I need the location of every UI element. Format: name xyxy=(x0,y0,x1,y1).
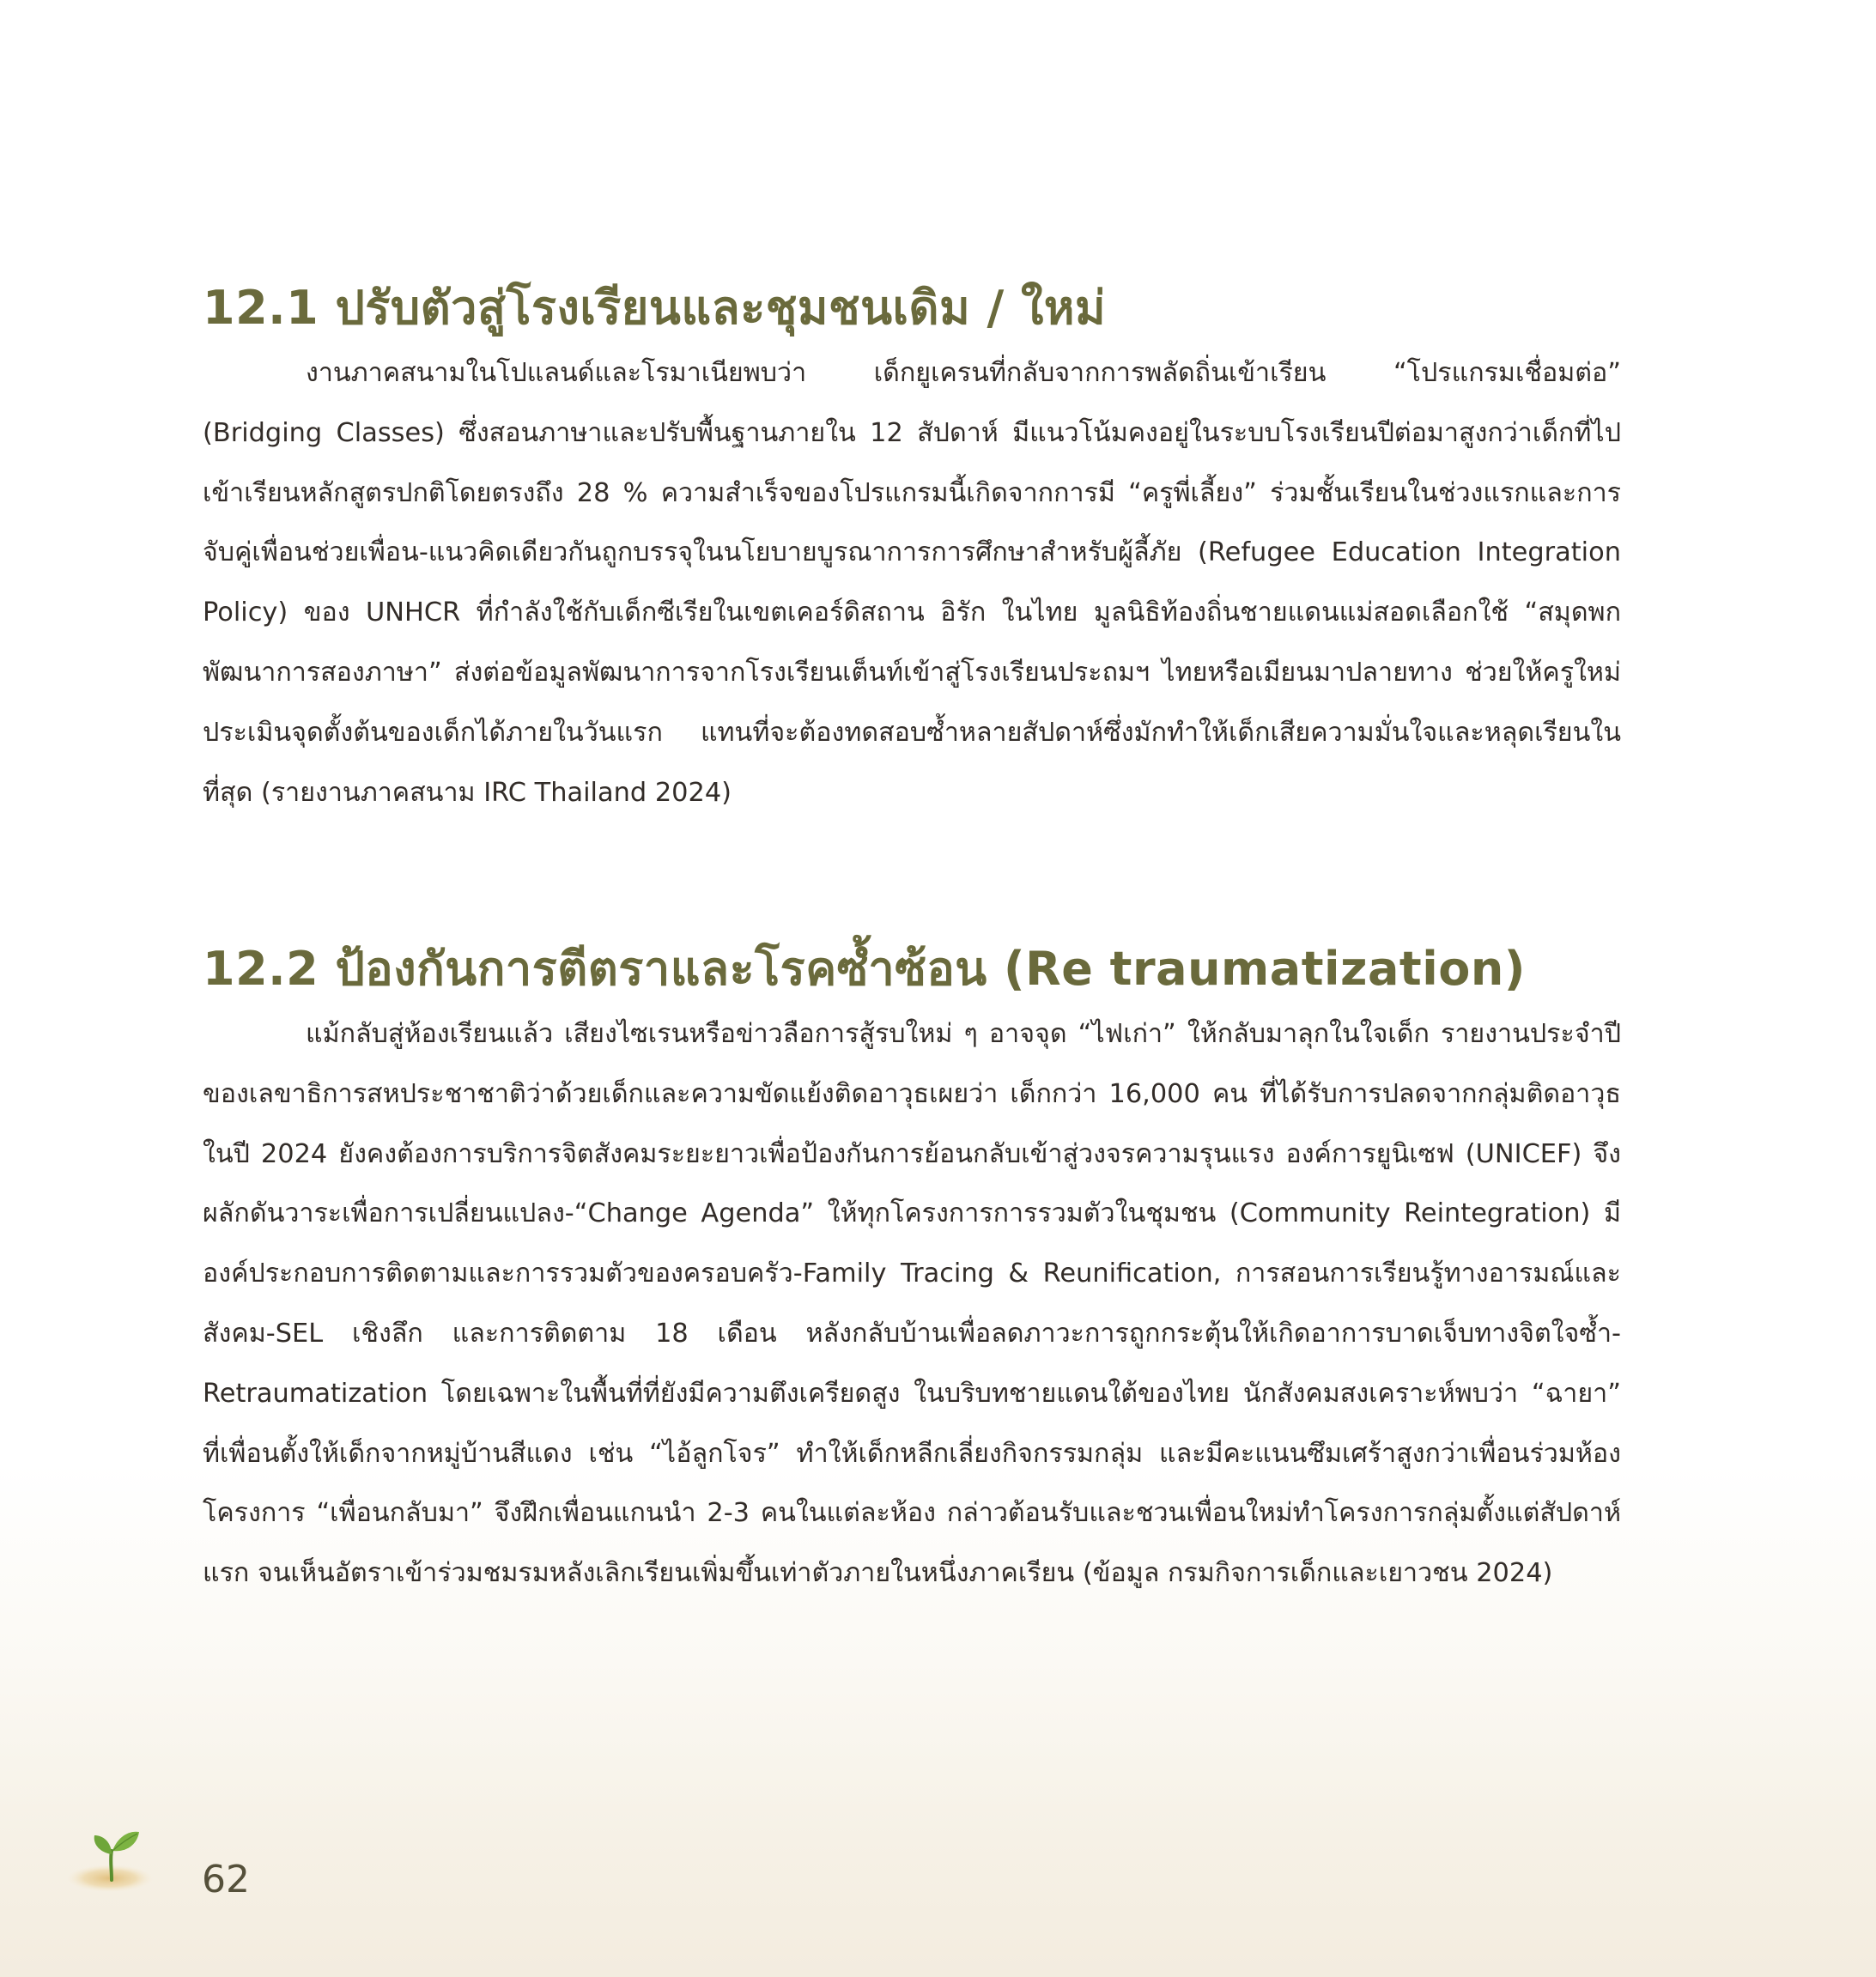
section-paragraph: แม้กลับสู่ห้องเรียนแล้ว เสียงไซเรนหรือข่าวลือการสู้รบใหม่ ๆ อาจจุด “ไฟเก่า” ให้กลับมาลุกในใจเด็ก รายงานประจำปีของเลขาธิการสหประชาชาติว่าด้วยเด็กและความขัดแย้งติดอาวุธเผยว่า เด็กกว่า 16,000 คน ที่ได้รับการปลดจากกลุ่มติดอาวุธในปี 2024 ยังคงต้องการบริการจิตสังคมระยะยาวเพื่อป้องกันการย้อนกลับเข้าสู่วงจรความรุนแรง องค์การยูนิเซฟ (UNICEF) จึงผลักดันวาระเพื่อการเปลี่ยนแปลง-“Change Agenda” ให้ทุกโครงการการรวมตัวในชุมชน (Community Reintegration) มีองค์ประกอบการติดตามและการรวมตัวของครอบครัว-Family Tracing & Reunification, การสอนการเรียนรู้ทางอารมณ์และสังคม-SEL เชิงลึก และการติดตาม 18 เดือน หลังกลับบ้านเพื่อลดภาวะการถูกกระตุ้นให้เกิดอาการบาดเจ็บทางจิตใจซ้ำ-Retraumatization โดยเฉพาะในพื้นที่ที่ยังมีความตึงเครียดสูง ในบริบทชายแดนใต้ของไทย นักสังคมสงเคราะห์พบว่า “ฉายา” ที่เพื่อนตั้งให้เด็กจากหมู่บ้านสีแดง เช่น “ไอ้ลูกโจร” ทำให้เด็กหลีกเลี่ยงกิจกรรมกลุ่ม และมีคะแนนซึมเศร้าสูงกว่าเพื่อนร่วมห้อง โครงการ “เพื่อนกลับมา” จึงฝึกเพื่อนแกนนำ 2-3 คนในแต่ละห้อง กล่าวต้อนรับและชวนเพื่อนใหม่ทำโครงการกลุ่มตั้งแต่สัปดาห์แรก จนเห็นอัตราเข้าร่วมชมรมหลังเลิกเรียนเพิ่มขึ้นเท่าตัวภายในหนึ่งภาคเรียน (ข้อมูล กรมกิจการเด็กและเยาวชน 2024) xyxy=(203,1019,1621,1589)
page-number: 62 xyxy=(202,1858,250,1901)
sprout-icon xyxy=(60,1811,155,1897)
section-paragraph: งานภาคสนามในโปแลนด์และโรมาเนียพบว่า เด็กยูเครนที่กลับจากการพลัดถิ่นเข้าเรียน “โปรแกรมเชื่อมต่อ” (Bridging Classes) ซึ่งสอนภาษาและปรับพื้นฐานภายใน 12 สัปดาห์ มีแนวโน้มคงอยู่ในระบบโรงเรียนปีต่อมาสูงกว่าเด็กที่ไปเข้าเรียนหลักสูตรปกติโดยตรงถึง 28 % ความสำเร็จของโปรแกรมนี้เกิดจากการมี “ครูพี่เลี้ยง” ร่วมชั้นเรียนในช่วงแรกและการจับคู่เพื่อนช่วยเพื่อน-แนวคิดเดียวกันถูกบรรจุในนโยบายบูรณาการการศึกษาสำหรับผู้ลี้ภัย (Refugee Education Integration Policy) ของ UNHCR ที่กำลังใช้กับเด็กซีเรียในเขตเคอร์ดิสถาน อิรัก ในไทย มูลนิธิท้องถิ่นชายแดนแม่สอดเลือกใช้ “สมุดพกพัฒนาการสองภาษา” ส่งต่อข้อมูลพัฒนาการจากโรงเรียนเต็นท์เข้าสู่โรงเรียนประถมฯ ไทยหรือเมียนมาปลายทาง ช่วยให้ครูใหม่ประเมินจุดตั้งต้นของเด็กได้ภายในวันแรก แทนที่จะต้องทดสอบซ้ำหลายสัปดาห์ซึ่งมักทำให้เด็กเสียความมั่นใจและหลุดเรียนในที่สุด (รายงานภาคสนาม IRC Thailand 2024) xyxy=(203,358,1621,808)
section-12-1 xyxy=(203,273,1621,822)
section-12-2 xyxy=(203,934,1621,1604)
section-heading: 12.2 ป้องกันการตีตราและโรคซ้ำซ้อน (Re traumatization) xyxy=(203,942,1526,996)
section-heading: 12.1 ปรับตัวสู่โรงเรียนและชุมชนเดิม / ใหม่ xyxy=(203,281,1107,335)
